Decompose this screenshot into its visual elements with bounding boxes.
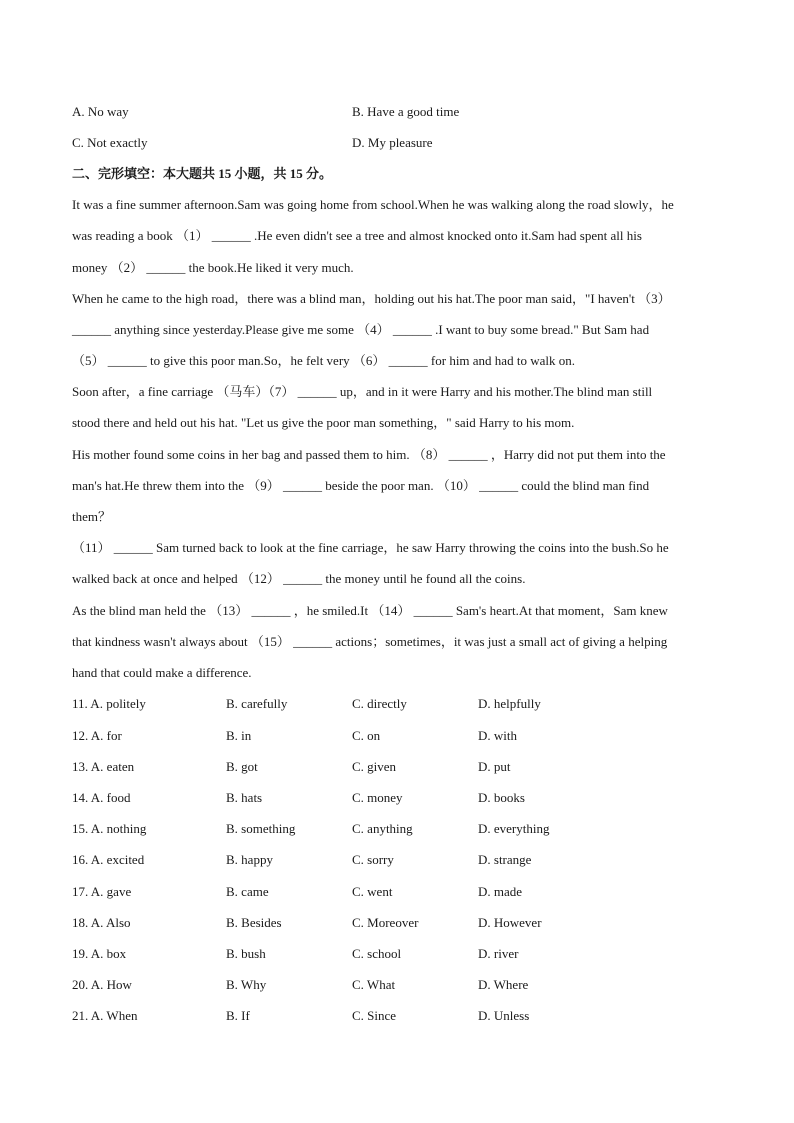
choice-a: 19. A. box — [72, 946, 127, 961]
option-b: B. Have a good time — [352, 104, 460, 119]
option-c: C. Not exactly — [72, 135, 148, 150]
choice-d: D. However — [478, 915, 542, 930]
choice-b: B. hats — [226, 790, 263, 805]
choice-b: B. came — [226, 884, 269, 899]
choice-b: B. in — [226, 728, 252, 743]
passage-line: man's hat.He threw them into the （9） ______ beside the poor man. （10） ______ could the blind man find — [72, 478, 650, 493]
choice-a: 16. A. excited — [72, 852, 145, 867]
choice-d: D. made — [478, 884, 523, 899]
choice-c: C. school — [352, 946, 402, 961]
passage-line: As the blind man held the （13） ______ ，he smiled.It （14） ______ Sam's heart.At that moment，Sam knew — [72, 603, 668, 618]
choice-b: B. happy — [226, 852, 273, 867]
choice-c: C. Since — [352, 1008, 397, 1023]
choice-c: C. went — [352, 884, 393, 899]
passage-line: stood there and held out his hat. "Let us give the poor man something，" said Harry to his mom. — [72, 415, 575, 430]
choice-d: D. Unless — [478, 1008, 530, 1023]
passage-line: His mother found some coins in her bag and passed them to him. （8） ______ ，Harry did not put them into the — [72, 447, 666, 462]
passage-line: was reading a book （1） ______ .He even didn't see a tree and almost knocked onto it.Sam had spent all his — [72, 228, 642, 243]
choice-d: D. everything — [478, 821, 550, 836]
choice-d: D. Where — [478, 977, 529, 992]
choice-c: C. given — [352, 759, 397, 774]
passage-line: Soon after，a fine carriage （马车）（7） ______ up，and in it were Harry and his mother.The blind man still — [72, 384, 653, 399]
choice-a: 14. A. food — [72, 790, 131, 805]
choice-c: C. directly — [352, 696, 407, 711]
choice-b: B. carefully — [226, 696, 288, 711]
choice-a: 17. A. gave — [72, 884, 132, 899]
choice-d: D. strange — [478, 852, 532, 867]
choice-c: C. anything — [352, 821, 413, 836]
choice-b: B. Besides — [226, 915, 282, 930]
choice-d: D. river — [478, 946, 519, 961]
passage-line: （5） ______ to give this poor man.So，he felt very （6） ______ for him and had to walk on. — [72, 353, 575, 368]
choice-d: D. helpfully — [478, 696, 541, 711]
choice-a: 13. A. eaten — [72, 759, 135, 774]
choice-c: C. sorry — [352, 852, 394, 867]
choice-d: D. books — [478, 790, 525, 805]
choice-d: D. with — [478, 728, 517, 743]
passage-line: （11） ______ Sam turned back to look at the fine carriage，he saw Harry throwing the coins into the bush.So he — [72, 540, 669, 555]
choice-b: B. something — [226, 821, 296, 836]
passage-line: that kindness wasn't always about （15） ______ actions；sometimes，it was just a small act of giving a helping — [72, 634, 668, 649]
passage-line: hand that could make a difference. — [72, 665, 252, 680]
choice-b: B. bush — [226, 946, 266, 961]
choice-a: 18. A. Also — [72, 915, 131, 930]
choice-b: B. Why — [226, 977, 267, 992]
passage-line: them？ — [72, 509, 111, 524]
passage-line: It was a fine summer afternoon.Sam was going home from school.When he was walking along the road slowly，he — [72, 197, 674, 212]
choice-a: 11. A. politely — [72, 696, 146, 711]
choice-c: C. money — [352, 790, 403, 805]
choice-a: 12. A. for — [72, 728, 122, 743]
choice-a: 21. A. When — [72, 1008, 138, 1023]
option-a: A. No way — [72, 104, 129, 119]
passage-line: walked back at once and helped （12） ______ the money until he found all the coins. — [72, 571, 526, 586]
passage-line: ______ anything since yesterday.Please give me some （4） ______ .I want to buy some bread." But Sam had — [72, 322, 650, 337]
choice-c: C. Moreover — [352, 915, 419, 930]
passage-line: When he came to the high road，there was a blind man，holding out his hat.The poor man said，"I haven't （3） — [72, 291, 671, 306]
choice-b: B. If — [226, 1008, 250, 1023]
section-title: 二、完形填空：本大题共 15 小题，共 15 分。 — [72, 166, 333, 181]
choice-d: D. put — [478, 759, 511, 774]
choice-a: 20. A. How — [72, 977, 132, 992]
option-d: D. My pleasure — [352, 135, 433, 150]
choice-c: C. on — [352, 728, 381, 743]
passage-line: money （2） ______ the book.He liked it very much. — [72, 260, 354, 275]
choice-a: 15. A. nothing — [72, 821, 147, 836]
choice-c: C. What — [352, 977, 396, 992]
choice-b: B. got — [226, 759, 258, 774]
